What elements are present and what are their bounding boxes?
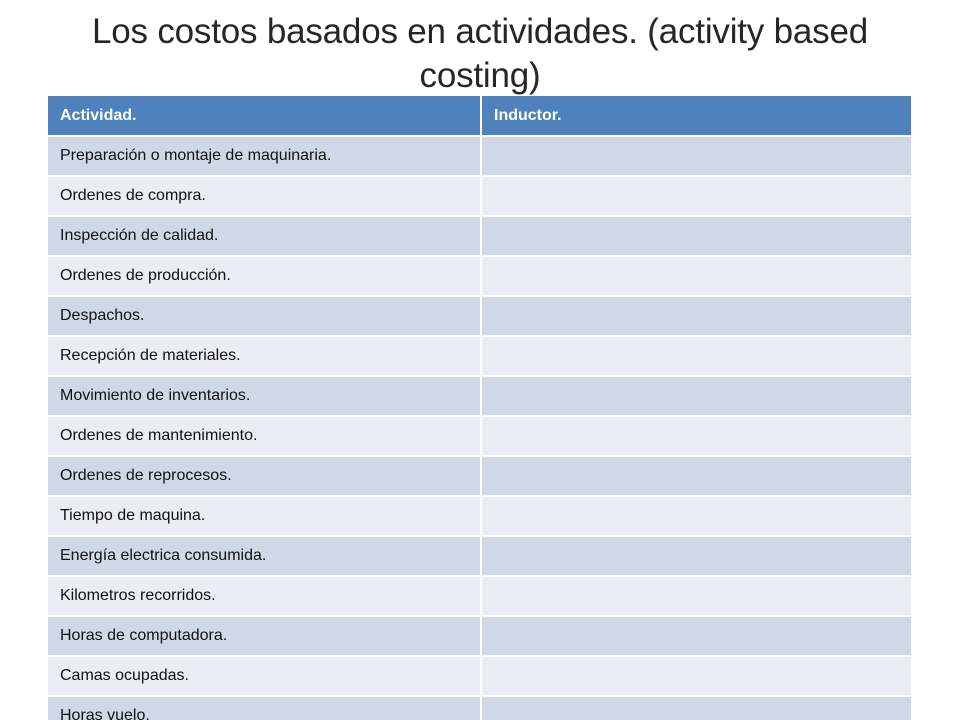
inductor-cell [481, 496, 912, 536]
table-row [48, 536, 912, 576]
actividad-cell: Preparación o montaje de maquinaria. [48, 136, 481, 176]
table-row [48, 696, 912, 720]
table-header-row [48, 96, 912, 136]
table-row [48, 616, 912, 656]
actividad-cell: Ordenes de mantenimiento. [48, 416, 481, 456]
actividad-cell: Ordenes de reprocesos. [48, 456, 481, 496]
table-row [48, 456, 912, 496]
inductor-cell [481, 176, 912, 216]
inductor-cell [481, 576, 912, 616]
activity-table [48, 96, 913, 720]
actividad-cell: Movimiento de inventarios. [48, 376, 481, 416]
table-row [48, 376, 912, 416]
table-row [48, 176, 912, 216]
inductor-cell [481, 656, 912, 696]
table-row [48, 256, 912, 296]
actividad-cell: Recepción de materiales. [48, 336, 481, 376]
actividad-cell: Energía electrica consumida. [48, 536, 481, 576]
table-row [48, 136, 912, 176]
table-row [48, 656, 912, 696]
table-body [48, 136, 912, 720]
actividad-cell: Ordenes de producción. [48, 256, 481, 296]
table-row [48, 296, 912, 336]
table-row [48, 336, 912, 376]
actividad-cell: Horas de computadora. [48, 616, 481, 656]
actividad-cell: Camas ocupadas. [48, 656, 481, 696]
inductor-cell [481, 256, 912, 296]
actividad-cell: Kilometros recorridos. [48, 576, 481, 616]
inductor-cell [481, 456, 912, 496]
slide-title: Los costos basados en actividades. (activity based costing) [92, 12, 868, 95]
actividad-cell: Ordenes de compra. [48, 176, 481, 216]
actividad-cell: Tiempo de maquina. [48, 496, 481, 536]
inductor-cell [481, 416, 912, 456]
inductor-cell [481, 696, 912, 720]
header-actividad: Actividad. [48, 96, 481, 136]
actividad-cell: Despachos. [48, 296, 481, 336]
table-row [48, 416, 912, 456]
actividad-cell: Horas vuelo. [48, 696, 481, 720]
inductor-cell [481, 616, 912, 656]
inductor-cell [481, 376, 912, 416]
table-row [48, 576, 912, 616]
inductor-cell [481, 336, 912, 376]
inductor-cell [481, 296, 912, 336]
inductor-cell [481, 136, 912, 176]
table-row [48, 216, 912, 256]
table-row [48, 496, 912, 536]
inductor-cell [481, 216, 912, 256]
actividad-cell: Inspección de calidad. [48, 216, 481, 256]
header-inductor: Inductor. [481, 96, 912, 136]
inductor-cell [481, 536, 912, 576]
